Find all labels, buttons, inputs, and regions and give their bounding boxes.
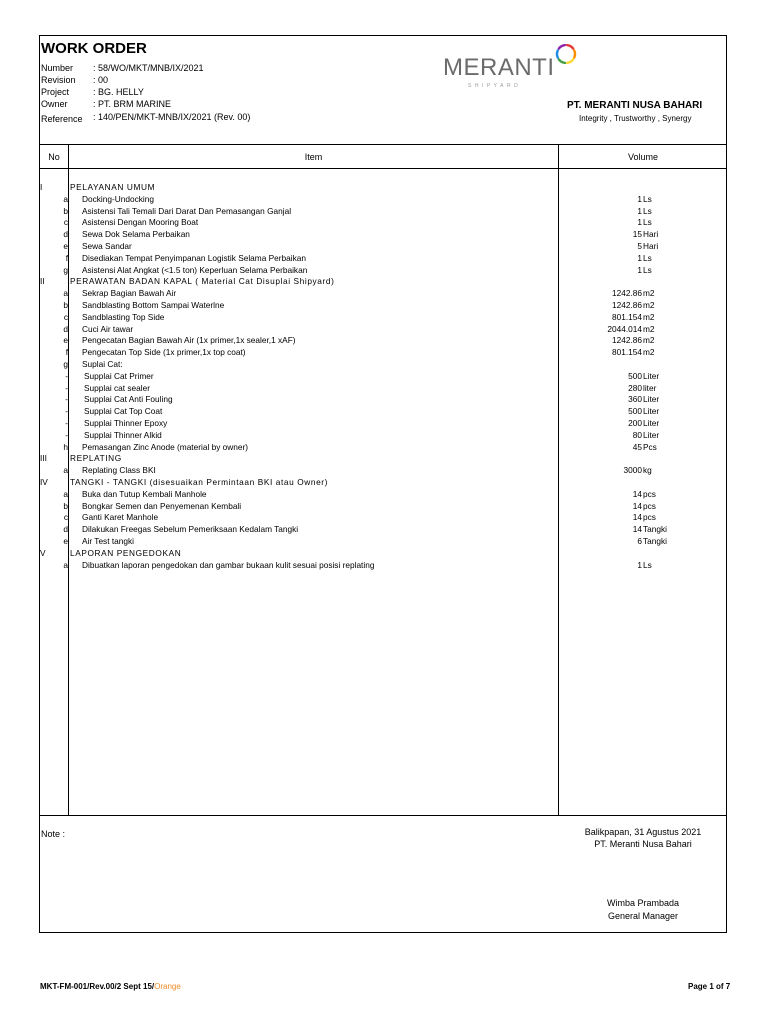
table-row	[40, 275, 726, 287]
row-quantity: 801.154	[612, 311, 642, 322]
table-row	[40, 547, 726, 559]
row-sub-label: a	[63, 465, 68, 476]
row-quantity: 500	[628, 370, 642, 381]
table-row	[40, 193, 726, 205]
row-quantity: 1	[637, 217, 642, 228]
row-quantity: 1	[637, 252, 642, 263]
signature-company: PT. Meranti Nusa Bahari	[594, 839, 692, 849]
row-quantity: 280	[628, 382, 642, 393]
table-row	[40, 299, 726, 311]
row-item: Supplai Cat Primer	[84, 370, 154, 381]
row-sub-label: a	[63, 559, 68, 570]
row-quantity: 1	[637, 193, 642, 204]
row-sub-label: d	[63, 229, 68, 240]
row-quantity: 801.154	[612, 347, 642, 358]
row-sub-label: b	[63, 500, 68, 511]
row-unit: Tangki	[643, 524, 667, 535]
row-sub-label: a	[63, 488, 68, 499]
row-item: Supplai Thinner Epoxy	[84, 418, 168, 428]
row-sub-label: f	[65, 252, 68, 263]
row-unit: pcs	[643, 500, 656, 511]
row-unit: m2	[643, 335, 655, 346]
row-item: Supplai cat sealer	[84, 382, 150, 393]
field-label-reference: Reference	[41, 114, 83, 124]
row-item: Pengecatan Top Side (1x primer,1x top coat)	[82, 347, 246, 358]
row-unit: m2	[643, 288, 655, 299]
table-row	[40, 523, 726, 535]
field-value-project: : BG. HELLY	[93, 87, 144, 97]
note-label: Note :	[41, 829, 66, 839]
row-unit: Liter	[643, 370, 660, 381]
company-logo-wordmark: MERANTI	[443, 54, 555, 81]
row-sub-label: e	[63, 536, 68, 546]
col-header-item: Item	[304, 152, 323, 162]
row-number: I	[40, 182, 43, 192]
table-row	[40, 500, 726, 512]
table-row	[40, 181, 726, 193]
row-sub-label: -	[65, 382, 68, 393]
table-row	[40, 323, 726, 335]
row-sub-label: c	[63, 311, 68, 322]
table-row	[40, 417, 726, 429]
row-item: Sewa Dok Selama Perbaikan	[82, 229, 190, 240]
row-unit: Pcs	[643, 441, 657, 452]
section-title: PERAWATAN BADAN KAPAL ( Material Cat Disuplai Shipyard)	[70, 276, 335, 287]
row-quantity: 6	[637, 536, 642, 546]
row-item: Supplai Cat Anti Fouling	[84, 394, 173, 405]
field-value-revision: : 00	[93, 75, 109, 85]
row-sub-label: -	[65, 394, 68, 405]
row-quantity: 1	[637, 264, 642, 275]
row-item: Bongkar Semen dan Penyemenan Kembali	[82, 500, 242, 511]
row-item: Sekrap Bagian Bawah Air	[82, 288, 177, 299]
row-item: Air Test tangki	[82, 536, 134, 546]
field-label-revision: Revision	[41, 75, 76, 85]
row-sub-label: -	[65, 370, 68, 381]
row-item: Replating Class BKI	[82, 465, 156, 476]
row-quantity: 14	[632, 500, 642, 511]
row-item: Disediakan Tempat Penyimpanan Logistik Selama Perbaikan	[82, 252, 306, 263]
row-item: Asistensi Tali Temali Dari Darat Dan Pemasangan Ganjal	[82, 205, 292, 216]
col-header-no: No	[48, 152, 60, 162]
place-date: Balikpapan, 31 Agustus 2021	[584, 827, 702, 837]
row-item: Buka dan Tutup Kembali Manhole	[82, 488, 207, 499]
table-row	[40, 488, 726, 500]
row-unit: m2	[643, 300, 655, 310]
row-sub-label: f	[65, 347, 68, 358]
row-item: Sewa Sandar	[82, 241, 132, 251]
row-unit: m2	[643, 311, 655, 322]
section-title: LAPORAN PENGEDOKAN	[70, 547, 182, 558]
row-unit: Liter	[643, 406, 660, 417]
row-unit: Ls	[643, 264, 652, 275]
table-row	[40, 228, 726, 240]
row-quantity: 2044.014	[607, 323, 642, 334]
row-unit: pcs	[643, 512, 656, 523]
section-title: TANGKI - TANGKI (disesuaikan Permintaan BKI atau Owner)	[70, 477, 329, 487]
row-sub-label: b	[63, 300, 68, 310]
row-sub-label: g	[63, 359, 68, 369]
company-name: PT. MERANTI NUSA BAHARI	[567, 100, 703, 111]
row-unit: m2	[643, 347, 655, 358]
row-item: Cuci Air tawar	[82, 323, 134, 334]
row-item: Dibuatkan laporan pengedokan dan gambar bukaan kulit sesuai posisi replating	[82, 559, 375, 570]
row-quantity: 15	[632, 229, 642, 240]
row-sub-label: b	[63, 205, 68, 216]
section-title: PELAYANAN UMUM	[70, 182, 156, 192]
field-value-number: : 58/WO/MKT/MNB/IX/2021	[93, 63, 204, 73]
row-unit: Hari	[643, 229, 659, 240]
table-row	[40, 559, 726, 571]
row-quantity: 45	[632, 441, 642, 452]
table-row	[40, 452, 726, 464]
row-quantity: 14	[632, 488, 642, 499]
row-unit: Hari	[643, 241, 659, 251]
row-item: Sandblasting Top Side	[82, 311, 165, 322]
row-item: Ganti Karet Manhole	[82, 512, 159, 523]
row-quantity: 1242.86	[612, 288, 642, 299]
table-row	[40, 205, 726, 217]
row-unit: Tangki	[643, 536, 667, 546]
row-sub-label: h	[63, 441, 68, 452]
company-tagline: Integrity , Trustworthy , Synergy	[579, 114, 692, 123]
row-item: Dilakukan Freegas Sebelum Pemeriksaan Kedalam Tangki	[82, 524, 299, 535]
row-sub-label: a	[63, 288, 68, 299]
page-number: Page 1 of 7	[688, 982, 731, 991]
logo-ring-segment	[567, 59, 573, 63]
row-item: Suplai Cat:	[82, 359, 123, 369]
row-item: Asistensi Dengan Mooring Boat	[82, 217, 199, 228]
row-number: III	[40, 453, 47, 464]
logo-ring-segment	[567, 45, 573, 49]
table-bottom-border	[39, 815, 727, 816]
logo-ring-segment	[574, 50, 575, 57]
row-quantity: 500	[628, 406, 642, 417]
row-number: II	[40, 276, 45, 287]
table-row	[40, 535, 726, 547]
row-sub-label: -	[65, 429, 68, 440]
table-row	[40, 252, 726, 264]
row-sub-label: e	[63, 241, 68, 251]
doc-code	[40, 982, 181, 991]
row-quantity: 3000	[623, 465, 642, 476]
row-unit: liter	[643, 382, 657, 393]
doc-code-text: MKT-FM-001/Rev.00/2 Sept 15/	[40, 982, 155, 991]
logo-ring-icon	[552, 40, 580, 68]
row-unit: Ls	[643, 252, 652, 263]
logo-ring-segment	[559, 45, 565, 49]
table-row	[40, 382, 726, 394]
table-row	[40, 287, 726, 299]
row-sub-label: -	[65, 406, 68, 417]
table-row	[40, 429, 726, 441]
company-logo-subtext: SHIPYARD	[468, 83, 522, 89]
row-quantity: 1	[637, 559, 642, 570]
table-header-border	[39, 168, 727, 169]
table-row	[40, 476, 726, 488]
table-top-border	[39, 144, 727, 145]
row-item: Supplai Cat Top Coat	[84, 406, 163, 417]
table-row	[40, 511, 726, 523]
table-row	[40, 464, 726, 476]
logo-ring-segment	[559, 59, 565, 63]
row-quantity: 5	[637, 241, 642, 251]
row-unit: Liter	[643, 429, 660, 440]
row-quantity: 200	[628, 418, 642, 428]
row-sub-label: d	[63, 524, 68, 535]
field-value-owner: : PT. BRM MARINE	[93, 99, 172, 109]
logo-ring-segment	[557, 50, 558, 57]
row-unit: pcs	[643, 488, 656, 499]
row-sub-label: d	[63, 323, 68, 334]
row-quantity: 1242.86	[612, 300, 642, 310]
signer-name: Wimba Prambada	[606, 898, 680, 908]
row-unit: Ls	[643, 559, 652, 570]
document-title: WORK ORDER	[41, 40, 147, 57]
row-unit: Ls	[643, 193, 652, 204]
row-number: V	[40, 547, 46, 558]
row-sub-label: a	[63, 193, 68, 204]
field-label-owner: Owner	[41, 99, 68, 109]
row-unit: m2	[643, 323, 655, 334]
row-quantity: 14	[632, 524, 642, 535]
doc-code-tag: Orange	[154, 982, 181, 991]
row-quantity: 1	[637, 205, 642, 216]
table-row	[40, 311, 726, 323]
table-row	[40, 334, 726, 346]
row-item: Docking-Undocking	[82, 193, 154, 204]
row-quantity: 80	[632, 429, 642, 440]
table-row	[40, 346, 726, 358]
row-sub-label: -	[65, 418, 68, 428]
row-quantity: 360	[628, 394, 642, 405]
row-unit: kg	[643, 465, 652, 476]
row-item: Asistensi Alat Angkat (<1.5 ton) Keperluan Selama Perbaikan	[82, 264, 308, 275]
col-header-volume: Volume	[627, 152, 659, 162]
table-row	[40, 216, 726, 228]
section-title: REPLATING	[70, 453, 122, 464]
row-sub-label: g	[63, 264, 68, 275]
field-value-reference: : 140/PEN/MKT-MNB/IX/2021 (Rev. 00)	[93, 112, 251, 122]
row-sub-label: e	[63, 335, 68, 346]
signer-title: General Manager	[607, 911, 679, 921]
table-row	[40, 370, 726, 382]
table-row	[40, 358, 726, 370]
table-row	[40, 240, 726, 252]
row-item: Pengecatan Bagian Bawah Air (1x primer,1x sealer,1 xAF)	[82, 335, 296, 346]
row-number: IV	[40, 477, 48, 487]
row-sub-label: c	[63, 217, 68, 228]
row-quantity: 1242.86	[612, 335, 642, 346]
row-unit: Ls	[643, 217, 652, 228]
row-unit: Liter	[643, 418, 660, 428]
table-row	[40, 393, 726, 405]
table-row	[40, 264, 726, 276]
table-row	[40, 405, 726, 417]
field-label-project: Project	[41, 87, 70, 97]
row-item: Pemasangan Zinc Anode (material by owner)	[82, 441, 249, 452]
row-quantity: 14	[632, 512, 642, 523]
table-row	[40, 441, 726, 453]
row-unit: Liter	[643, 394, 660, 405]
row-item: Supplai Thinner Alkid	[84, 429, 162, 440]
row-item: Sandblasting Bottom Sampai Waterlne	[82, 300, 225, 310]
field-label-number: Number	[41, 63, 74, 73]
row-sub-label: c	[63, 512, 68, 523]
row-unit: Ls	[643, 205, 652, 216]
